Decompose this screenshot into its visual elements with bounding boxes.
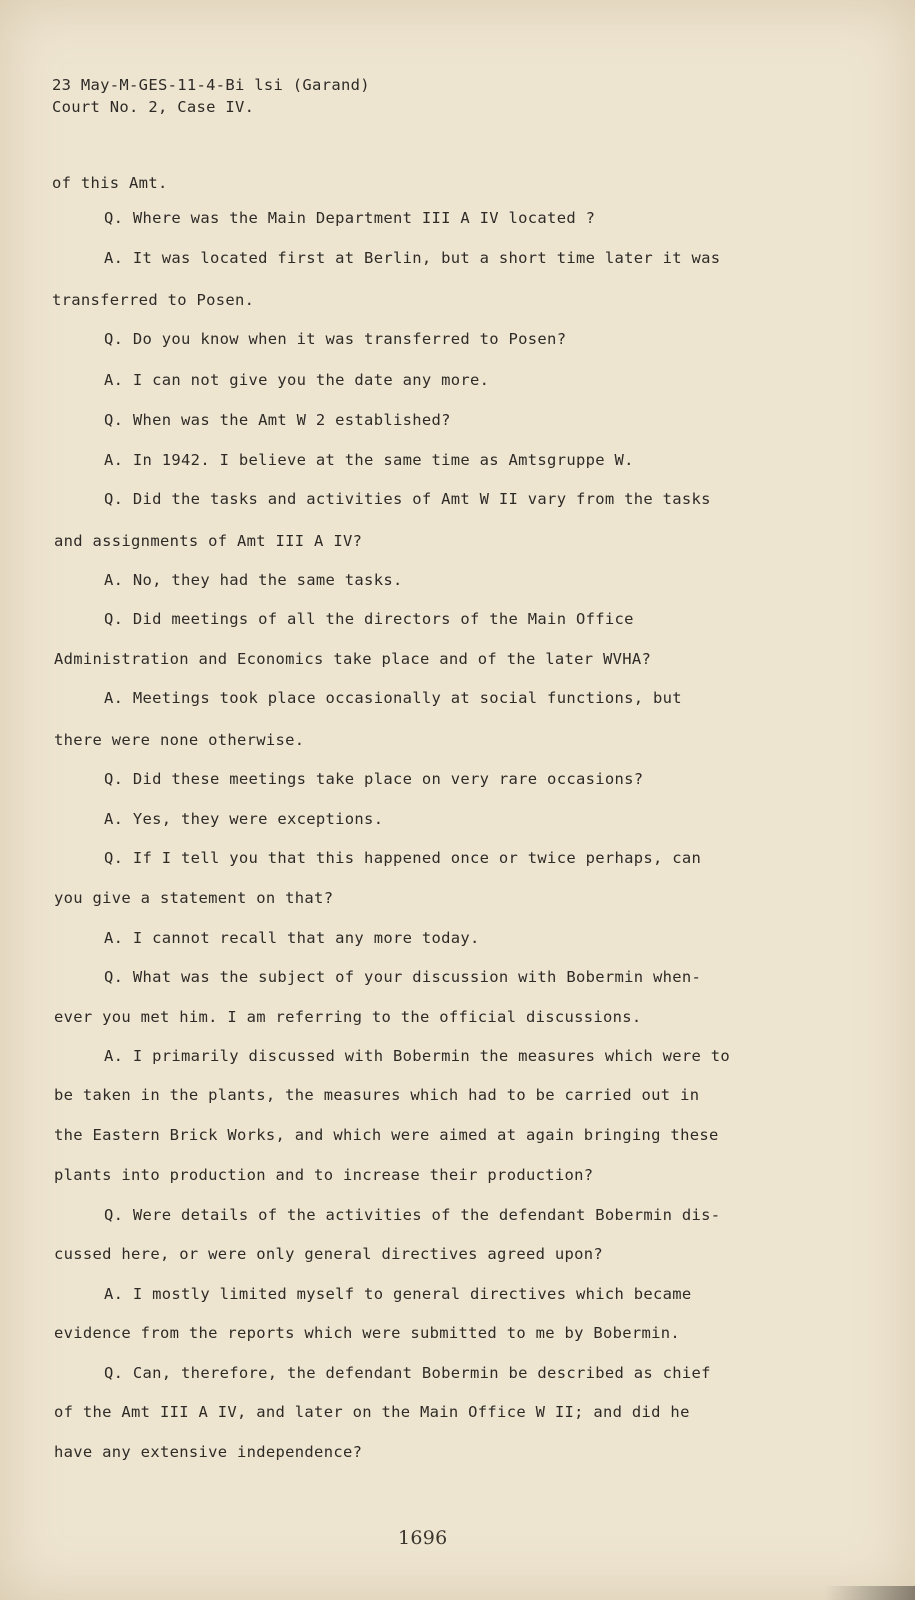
answer-line: A. Yes, they were exceptions.: [104, 810, 384, 828]
text-line: cussed here, or were only general directives agreed upon?: [54, 1245, 604, 1263]
scan-edge-mark: [825, 1586, 915, 1600]
question-line: Q. When was the Amt W 2 established?: [104, 411, 451, 429]
question-line: Q. Did meetings of all the directors of the Main Office: [104, 610, 634, 628]
question-line: Q. If I tell you that this happened once or twice perhaps, can: [104, 849, 702, 867]
text-line: plants into production and to increase their production?: [54, 1166, 594, 1184]
question-line: Q. Did the tasks and activities of Amt W II vary from the tasks: [104, 490, 711, 508]
text-line: of this Amt.: [52, 174, 168, 192]
question-line: Q. What was the subject of your discussion with Bobermin when-: [104, 968, 702, 986]
text-line: you give a statement on that?: [54, 889, 334, 907]
page-number: 1696: [398, 1527, 448, 1549]
text-line: and assignments of Amt III A IV?: [54, 532, 363, 550]
text-line: have any extensive independence?: [54, 1443, 363, 1461]
question-line: Q. Did these meetings take place on very rare occasions?: [104, 770, 644, 788]
answer-line: A. I primarily discussed with Bobermin the measures which were to: [104, 1047, 731, 1065]
text-line: the Eastern Brick Works, and which were aimed at again bringing these: [54, 1126, 719, 1144]
question-line: Q. Were details of the activities of the defendant Bobermin dis-: [104, 1206, 721, 1224]
text-line: of the Amt III A IV, and later on the Main Office W II; and did he: [54, 1403, 690, 1421]
answer-line: A. I cannot recall that any more today.: [104, 929, 480, 947]
text-line: evidence from the reports which were submitted to me by Bobermin.: [54, 1324, 681, 1342]
question-line: Q. Do you know when it was transferred to Posen?: [104, 330, 567, 348]
question-line: Q. Where was the Main Department III A IV located ?: [104, 209, 596, 227]
answer-line: A. In 1942. I believe at the same time as Amtsgruppe W.: [104, 451, 634, 469]
document-header: [52, 74, 370, 118]
answer-line: A. I can not give you the date any more.: [104, 371, 490, 389]
text-line: there were none otherwise.: [54, 731, 305, 749]
answer-line: A. It was located first at Berlin, but a short time later it was: [104, 249, 721, 267]
text-line: be taken in the plants, the measures which had to be carried out in: [54, 1086, 700, 1104]
text-line: ever you met him. I am referring to the official discussions.: [54, 1008, 642, 1026]
answer-line: A. No, they had the same tasks.: [104, 571, 403, 589]
question-line: Q. Can, therefore, the defendant Bobermin be described as chief: [104, 1364, 711, 1382]
text-line: transferred to Posen.: [52, 291, 255, 309]
header-line-2: Court No. 2, Case IV.: [52, 98, 255, 116]
header-line-1: 23 May-M-GES-11-4-Bi lsi (Garand): [52, 76, 370, 94]
answer-line: A. I mostly limited myself to general directives which became: [104, 1285, 692, 1303]
text-line: Administration and Economics take place and of the later WVHA?: [54, 650, 652, 668]
answer-line: A. Meetings took place occasionally at social functions, but: [104, 689, 682, 707]
